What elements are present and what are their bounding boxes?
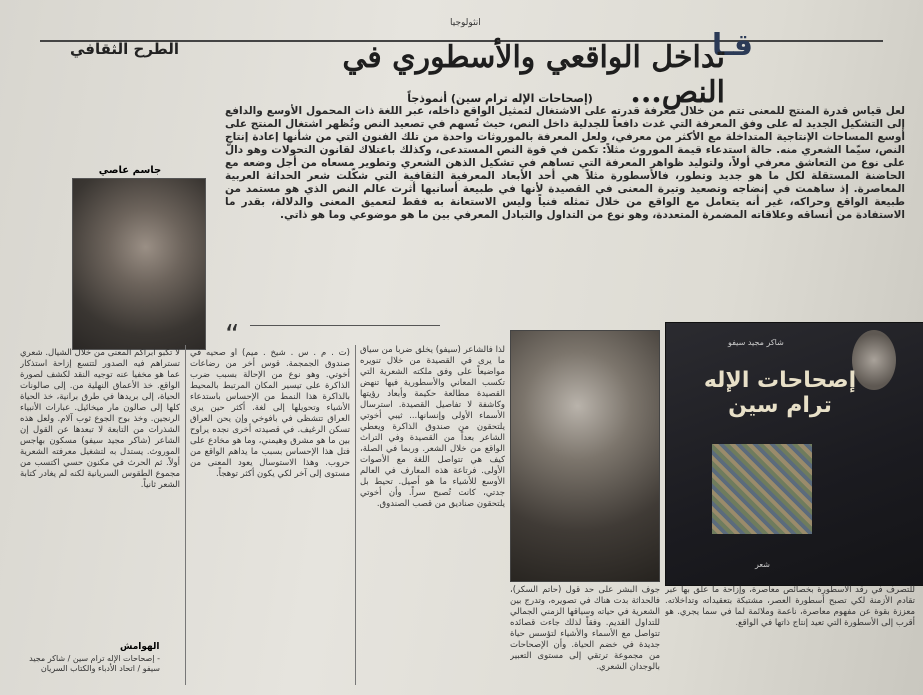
author-name: جاسم عاصي <box>98 165 162 176</box>
book-author-name: شاكر مجيد سيفو <box>728 338 784 347</box>
book-title: إصحاحات الإله ترام سين <box>703 368 857 418</box>
article-column-3: لذا فالشاعر (سيفو) يخلق ضرباً من سياق ما يرى في القصيدة من خلال تنويره مواضيعاً على وفق ملكته الشعرية التي تكسب المعاني والأسطورية فيها تنهض القصيدة مطالعة حكيمة وأبعاد رؤيتها وكاشفة لا تفاصيل القصيدة. استرسال الأسماء الأولى وإنسانها... ثيبي أخوتي يلتحقون من صندوق الذاكرة ويعطي الشاعر بعداً من القصيدة وفي التراث الواقع من خلال الشعر. وربما في الصلة، كيف هي تتواصل اللغة مع الأصوات الأولى. فرتاعة هذه المعارف في العالم الأوسع للأشياء ما هو أصيل. تحيط بل جدتي، كانت تُصبح سراً. وأن أخوتي يلتحقون صناديق من قصب الصندوق. <box>360 345 505 509</box>
section-label: الطرح الثقافي <box>70 40 180 58</box>
book-genre: شعر <box>755 560 770 569</box>
article-intro: لعل قياس قدرة المنتج للمعنى تتم من خلال معرفة قدرته على الاشتغال لتمثيل الواقع داخله، عبر اللغة ذات المحمول الأوسع والدافع إلى التشكيل الجديد له على وفق المعرفة التي غدت دافعاً للجدلية داخل النص، حيث تُسهم في تصعيد النص وتُظهر اشتغال المنتج على أوسع المساحات الإنتاجية المتداخلة مع الأكثر من معرفي، ولعل المعرفة بالموروثات واحدة من تلك الفنون التي من شأنها إعادة إنتاج النص، سيّما الشعري منه. حالة استدعاء قيمة الموروث مثلاً: تكمن في قوة النص المستدعى، وكذلك باعتلاك لقانون التحولات وهو دالّ على نوع من التعاشق معرفي أولاً، ولتوليد ظواهر المعرفة التي تساهم في تشكيل الذهن الشعري وتطوير مسعاه من أجل وضعه مع الحاضنة المستقلة لكل ما هو جديد وتطور، فالأسطورة مثلاً هي أحد الأبعاد المعرفية الثقافية التي شكّلت شعر الحداثة العربية المعاصرة. إذ ساهمت في إنضاجه وتصعيد وتيرة المعنى في القصيدة لأنها في طبيعة أسانيها أثرت عالم النص الذي هو مستمد من طبيعة الواقع وحراكه، غير أنه يتعامل مع الواقع من خلال تمثله فنياً وليس الاستعانة به فقط لتعميق المعنى والدلالة، بقدر ما الاستفادة من أنساقه وعلاقاته المضمرة المتعددة، وهو نوع من التداول والتبادل المعرفي بين ما هو موضوعي وما هو ذاتي. <box>225 105 905 221</box>
column-divider <box>185 345 186 685</box>
article-column-4: جوف البشر على حد قول (حاتم السكر)، فالحداثة بدت هناك في تصويره، وتدرج بين الشعرية في حياته وسياقها الزمني الجمالي للتداول القديم. وفقاً لذلك جاءت قصائده تتواصل مع الأسماء والأشياء لتؤسس حياة جديدة في خضم الحياة. وأن الإصحاحات من مجموعة ترتقي إلى مستوى التعبير بالوجدان الشعري. <box>510 585 660 672</box>
section-top-label: انثولوجيا <box>450 18 481 28</box>
title-mark: قـا <box>711 28 753 63</box>
article-subtitle: (إصحاحات الإله ترام سين) أنموذجاً <box>407 92 593 105</box>
article-column-1: لا تكبو أبراكم المعنى من خلال الشيال. شعري تستراهم فيه الصدور لتتسع إزاحة استذكار عما هو مخفيا عنه توجيه النقد لكشف لصورة الواقع. خذ الأعماق النهلية من. إلى صالونات الحياة، إلى بريدها في طرق برانية، خذ الحياة كلها إلى صالون مار ميخائيل. عبارات الأنبياء الرنجين. وخذ بوح الجوع ثوب آلام. ولعل هذه الشذرات من التابعة لا تبعدها عن القول إن الشاعر (شاكر مجيد سيفو) مسكون بهاجس الموروث. يستدل به لتشغيل معرفته الشعرية أولاً. ثم الحرث في مكنون حسي اكتسب من مجموع الطقوس السريانية لكنه لم يغادر كتابة الشعر ثانياً. <box>20 348 180 490</box>
quote-rule <box>250 325 440 326</box>
book-mosaic-image <box>712 444 812 534</box>
author-photo <box>72 178 206 350</box>
column-divider <box>355 345 356 685</box>
poet-photo <box>510 330 660 582</box>
article-column-2: (ت . م . س . شيخ . ميم) أو صحيه في صندوق الجمجمة. قوس أخر من رضاعات أخوتي. وهو نوع من الإحالة بسبب ضرب الذاكرة على تيسير المكان المرتبط بالمحيط بالذاكرة هذا النمط من الإحساس باستدعاء الأشياء وتحويلها إلى لغة. أكثر حين يرى العراق تتشظى في بافوخي وإن يحن العراق تسكن الرغيف. في قصيدته أخرى نجده يراوح بين ما هو مشرق وهيمني، وما هو مخادع على فتل هذا الإحساس بسبب ما يداهم الواقع من حروب. وهذا الاستوسال يعود المعنى من مستوى إلى آخر لكي يكون أكثر توهجاً. <box>190 348 350 479</box>
footnotes-text: - إصحاحات الإله ترام سين / شاكر مجيد سيفو / اتحاد الأدباء والكتاب السريان <box>29 654 160 673</box>
footnotes-heading: الهوامش <box>120 642 160 652</box>
article-column-5: للتصرف في رقد الأسطورة بخصائص معاصرة، وإزاحة ما علق بها عبر تقادم الأزمنة لكي تصبح أسطورة العصر، مشتبكة بتعقيداته وتداخلاته. معززة بقوة عن مفهوم معاصرة، ناعمة وملائمة لما في سما يجري. هو أقرب إلى الأسطورة التي تعيد إنتاج ذاتها في الواقع. <box>665 585 915 628</box>
quote-mark-icon: “ <box>225 318 240 351</box>
article-title: تداخل الواقعي والأسطوري في النص... <box>342 40 725 110</box>
